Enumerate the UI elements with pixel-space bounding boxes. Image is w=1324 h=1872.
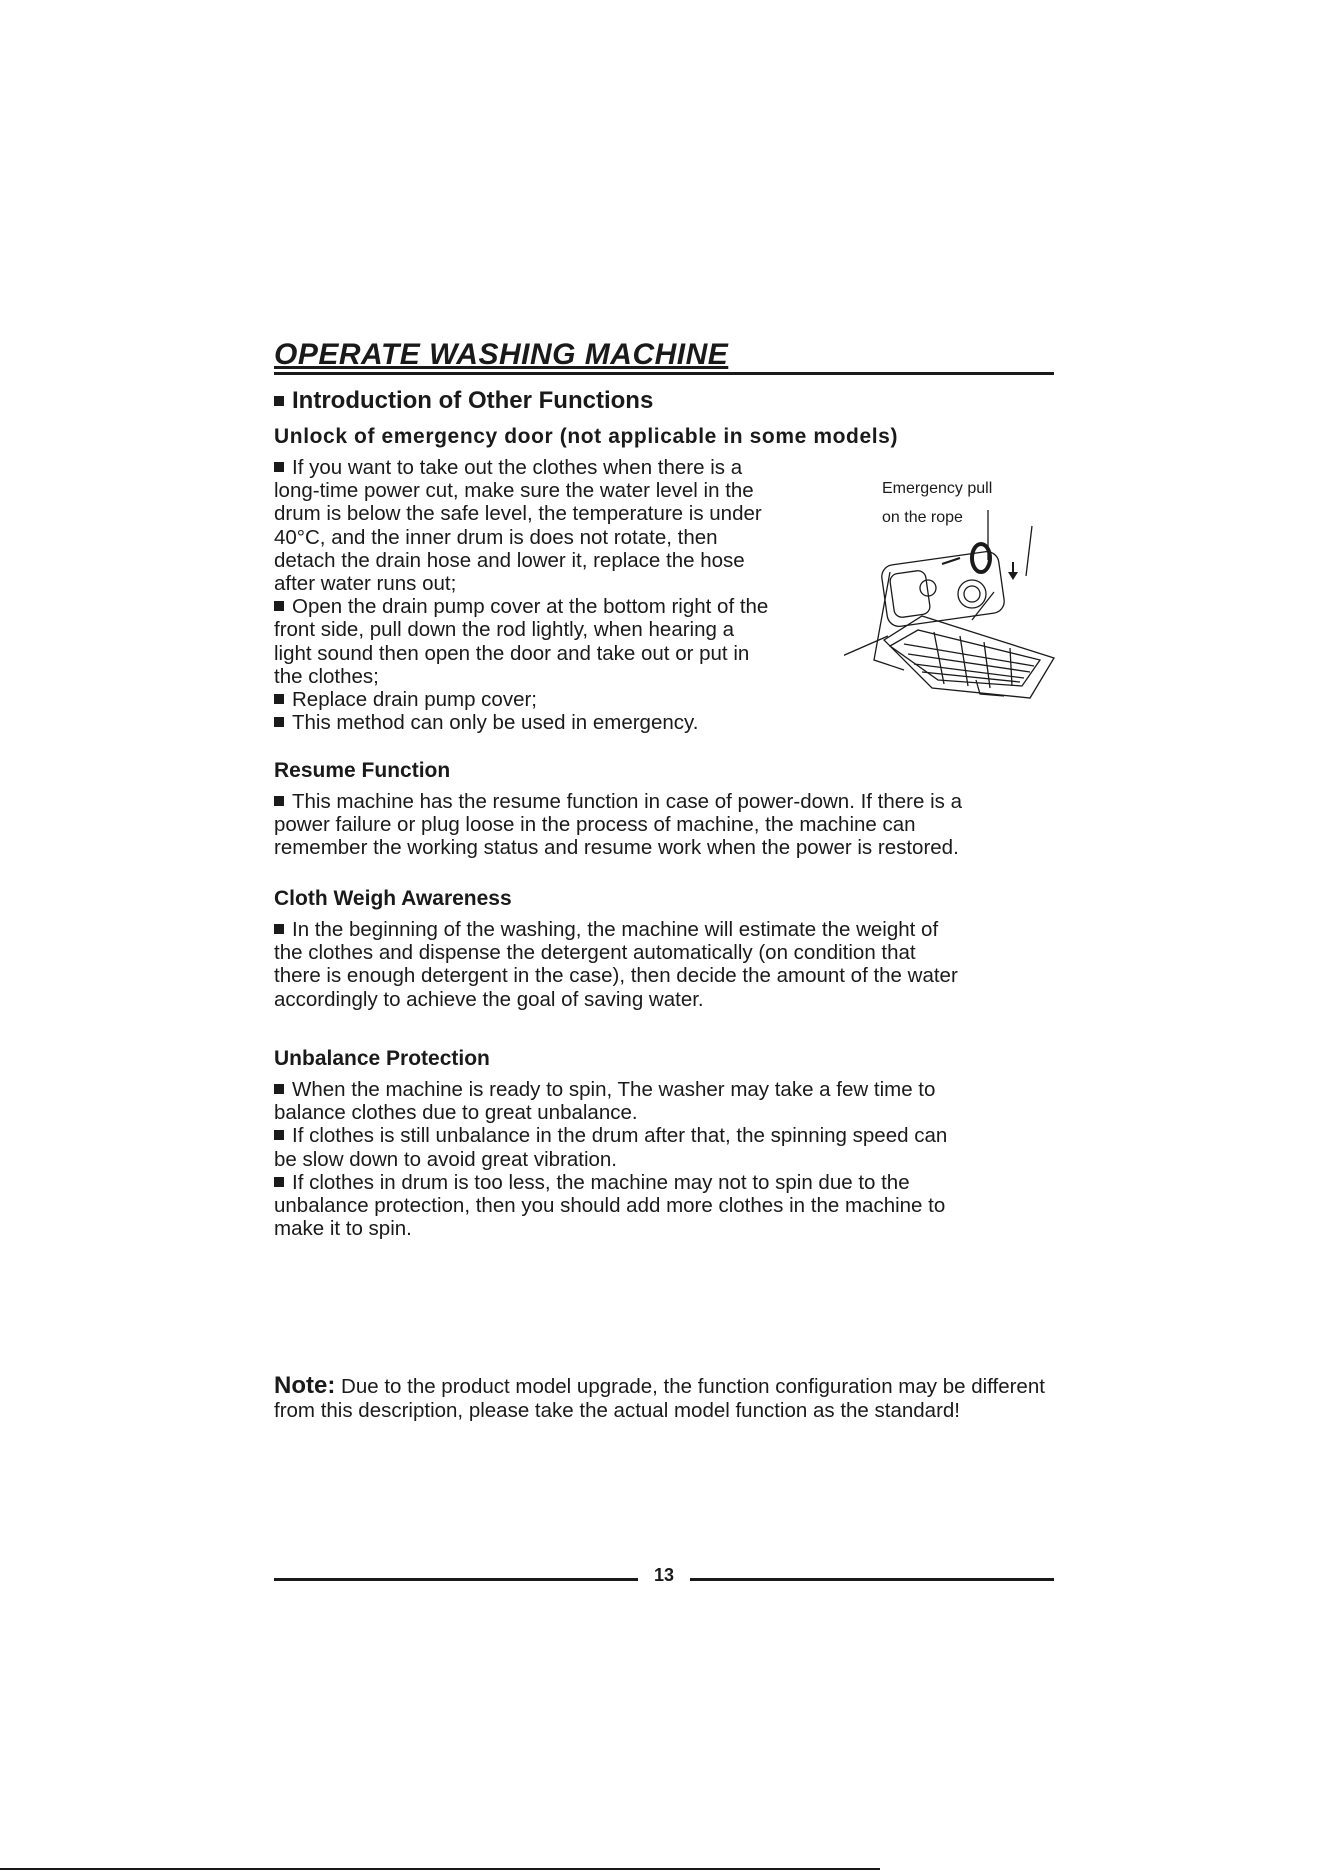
figure-caption-line: on the rope bbox=[882, 509, 963, 526]
note-text: Due to the product model upgrade, the function configuration may be different from this description, please take the actual model function as the standard! bbox=[274, 1375, 1045, 1422]
note-block bbox=[274, 1374, 1064, 1422]
text-line: front side, pull down the rod lightly, when hearing a bbox=[274, 618, 735, 642]
weigh-heading: Cloth Weigh Awareness bbox=[274, 887, 512, 910]
bullet-icon bbox=[274, 1177, 284, 1187]
text-line: light sound then open the door and take out or put in bbox=[274, 641, 750, 665]
text-line: This method can only be used in emergency. bbox=[274, 711, 854, 734]
text-line: there is enough detergent in the case), then decide the amount of the water bbox=[274, 964, 958, 988]
figure-caption-line: Emergency pull bbox=[882, 480, 993, 497]
text-line: Replace drain pump cover; bbox=[274, 688, 854, 711]
title-rule bbox=[274, 338, 1054, 375]
text-line: balance clothes due to great unbalance. bbox=[274, 1101, 638, 1125]
page-title: OPERATE WASHING MACHINE bbox=[274, 338, 729, 371]
bullet-icon bbox=[274, 1084, 284, 1094]
page-number: 13 bbox=[653, 1565, 675, 1585]
text-line: In the beginning of the washing, the machine will estimate the weight of bbox=[274, 918, 1074, 941]
text-line: the clothes and dispense the detergent automatically (on condition that bbox=[274, 941, 916, 965]
footer-rule-right bbox=[690, 1578, 1054, 1581]
resume-text bbox=[274, 790, 1074, 860]
text-line: power failure or plug loose in the process of machine, the machine can bbox=[274, 813, 916, 837]
text-line: Open the drain pump cover at the bottom right of the bbox=[274, 595, 854, 618]
bullet-icon bbox=[274, 396, 284, 406]
weigh-text bbox=[274, 918, 1074, 1011]
emergency-heading: Unlock of emergency door (not applicable in some models) bbox=[274, 425, 899, 448]
drain-pump-cover-illustration bbox=[844, 500, 1084, 710]
text-line: drum is below the safe level, the temperature is under bbox=[274, 502, 762, 526]
text-line: If clothes in drum is too less, the machine may not to spin due to the bbox=[274, 1171, 1074, 1194]
text-line: after water runs out; bbox=[274, 572, 457, 596]
bullet-icon bbox=[274, 462, 284, 472]
bullet-icon bbox=[274, 924, 284, 934]
text-line: 40°C, and the inner drum is does not rotate, then bbox=[274, 525, 718, 549]
text-line: make it to spin. bbox=[274, 1217, 412, 1241]
emergency-text bbox=[274, 456, 854, 734]
unbalance-text bbox=[274, 1078, 1074, 1240]
text-line: When the machine is ready to spin, The washer may take a few time to bbox=[274, 1078, 1074, 1101]
bullet-icon bbox=[274, 601, 284, 611]
section-heading: Introduction of Other Functions bbox=[274, 386, 653, 416]
bullet-icon bbox=[274, 796, 284, 806]
text-line: remember the working status and resume work when the power is restored. bbox=[274, 836, 959, 860]
text-line: the clothes; bbox=[274, 664, 379, 688]
resume-heading: Resume Function bbox=[274, 759, 451, 782]
text-line: unbalance protection, then you should add more clothes in the machine to bbox=[274, 1194, 946, 1218]
bullet-icon bbox=[274, 717, 284, 727]
text-line: This machine has the resume function in case of power-down. If there is a bbox=[274, 790, 1074, 813]
text-line: be slow down to avoid great vibration. bbox=[274, 1147, 618, 1171]
scan-edge-rule bbox=[0, 1868, 880, 1870]
bullet-icon bbox=[274, 694, 284, 704]
bullet-icon bbox=[274, 1130, 284, 1140]
note-label: Note: bbox=[274, 1372, 336, 1399]
text-line: If you want to take out the clothes when there is a bbox=[274, 456, 854, 479]
text-line: If clothes is still unbalance in the drum after that, the spinning speed can bbox=[274, 1124, 1074, 1147]
text-line: detach the drain hose and lower it, replace the hose bbox=[274, 548, 745, 572]
unbalance-heading: Unbalance Protection bbox=[274, 1047, 490, 1070]
text-line: long-time power cut, make sure the water level in the bbox=[274, 479, 754, 503]
text-line: accordingly to achieve the goal of saving water. bbox=[274, 987, 704, 1011]
footer-rule-left bbox=[274, 1578, 638, 1581]
